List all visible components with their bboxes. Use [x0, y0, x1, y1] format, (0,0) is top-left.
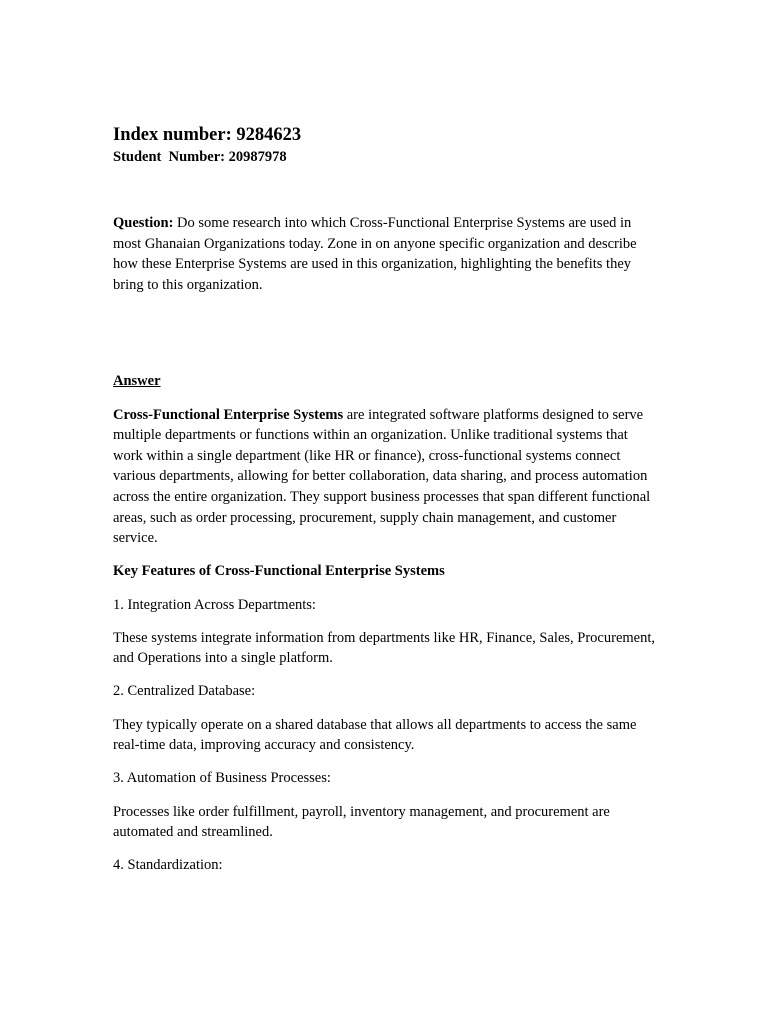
- feature-1-title: 1. Integration Across Departments:: [113, 596, 316, 613]
- feature-3-text: Processes like order fulfillment, payroll, inventory management, and procurement are automated and streamlined.: [113, 803, 610, 841]
- feature-4-title: 4. Standardization:: [113, 857, 223, 874]
- feature-2-text: They typically operate on a shared database that allows all departments to access the same real-time data, improving accuracy and consistency.: [113, 716, 637, 754]
- answer-intro-paragraph: [113, 405, 658, 549]
- features-heading: [113, 561, 658, 582]
- answer-intro-term: Cross-Functional Enterprise Systems: [113, 406, 344, 423]
- answer-heading: Answer: [113, 373, 161, 390]
- feature-3-title: 3. Automation of Business Processes:: [113, 770, 331, 787]
- student-number: Student Number: 20987978: [113, 149, 287, 165]
- index-number: Index number: 9284623: [113, 125, 302, 145]
- question-paragraph: [113, 213, 658, 295]
- question-label: Question:: [113, 215, 174, 231]
- feature-2-title: 2. Centralized Database:: [113, 683, 256, 700]
- document-body: [113, 123, 658, 876]
- features-heading-text: Key Features of Cross-Functional Enterprise Systems: [113, 563, 445, 580]
- answer-intro-text: are integrated software platforms designed to serve multiple departments or functions within an organization. Unlike traditional systems that work within a single department (like HR or finance), cross-functional systems connect various departments, allowing for better collaboration, data sharing, and process automation across the entire organization. They support business processes that span different functional areas, such as order processing, procurement, supply chain management, and customer service.: [113, 406, 651, 547]
- question-text: Do some research into which Cross-Functional Enterprise Systems are used in most Ghanaian Organizations today. Zone in on anyone specific organization and describe how these Enterprise Systems are used in this organization, highlighting the benefits they bring to this organization.: [113, 215, 637, 293]
- feature-1-text: These systems integrate information from departments like HR, Finance, Sales, Procurement, and Operations into a single platform.: [113, 629, 656, 667]
